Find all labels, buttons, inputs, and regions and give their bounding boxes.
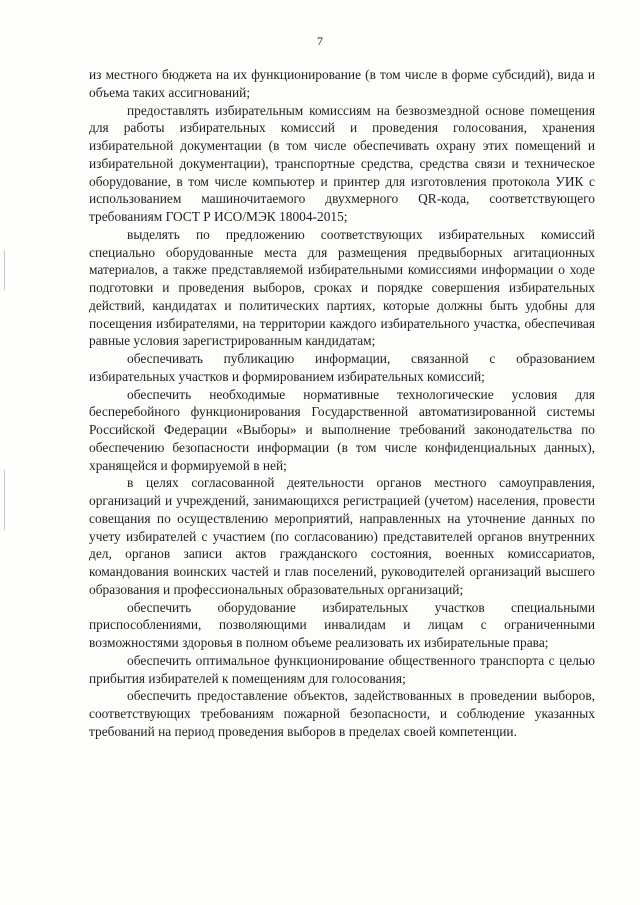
paragraph: обеспечить предоставление объектов, задействованных в проведении выборов, соответствующих требованиям пожарной безопасности, и соблюдение указанных требований на период проведения выборов в пределах своей компетенции. [89,688,595,739]
paragraph: обеспечить необходимые нормативные технологические условия для бесперебойного функционирования Государственной автоматизированной системы Российской Федерации «Выборы» и выполнение требований законодательства по обеспечению безопасности информации (в том числе конфиденциальных данных), хранящейся и формируемой в ней; [89,386,595,473]
binding-margin-mark [4,250,5,290]
paragraph: выделять по предложению соответствующих избирательных комиссий специально оборудованные места для размещения предвыборных агитационных материалов, а также представляемой избирательными комиссиями информации о ходе подготовки и проведения выборов, сроках и порядке совершения избирательных действий, кандидатах и политических партиях, которые должны быть удобны для посещения избирателями, на территории каждого избирательного участка, обеспечивая равные условия зарегистрированным кандидатам; [89,226,595,349]
paragraph: в целях согласованной деятельности органов местного самоуправления, организаций и учреждений, занимающихся регистрацией (учетом) населения, провести совещания по осуществлению мероприятий, направленных на уточнение данных по учету избирателей с участием (по согласованию) представителей органов внутренних дел, органов записи актов гражданского состояния, военных комиссариатов, командования воинских частей и глав поселений, руководителей организаций высшего образования и профессиональных образовательных организаций; [89,475,595,597]
paragraph: предоставлять избирательным комиссиям на безвозмездной основе помещения для работы избирательных комиссий и проведения голосования, хранения избирательной документации (в том числе обеспечивать охрану этих помещений и избирательной документации), транспортные средства, средства связи и техническое оборудование, в том числе компьютер и принтер для изготовления протокола УИК с использованием машиночитаемого двухмерного QR-кода, соответствующего требованиям ГОСТ Р ИСО/МЭК 18004-2015; [89,102,595,224]
binding-margin-mark [4,470,5,530]
paragraph: обеспечивать публикацию информации, связанной с образованием избирательных участков и формированием избирательных комиссий; [89,351,595,384]
paragraph: из местного бюджета на их функционирование (в том числе в форме субсидий), вида и объема таких ассигнований; [89,67,595,100]
body-text [89,66,595,741]
paragraph: обеспечить оптимальное функционирование общественного транспорта с целью прибытия избирателей к помещениям для голосования; [89,652,595,686]
page-number: 7 [317,34,323,48]
paragraph: обеспечить оборудование избирательных участков специальными приспособлениями, позволяющими инвалидам и лицам с ограниченными возможностями здоровья в полном объеме реализовать их избирательные права; [89,599,595,650]
